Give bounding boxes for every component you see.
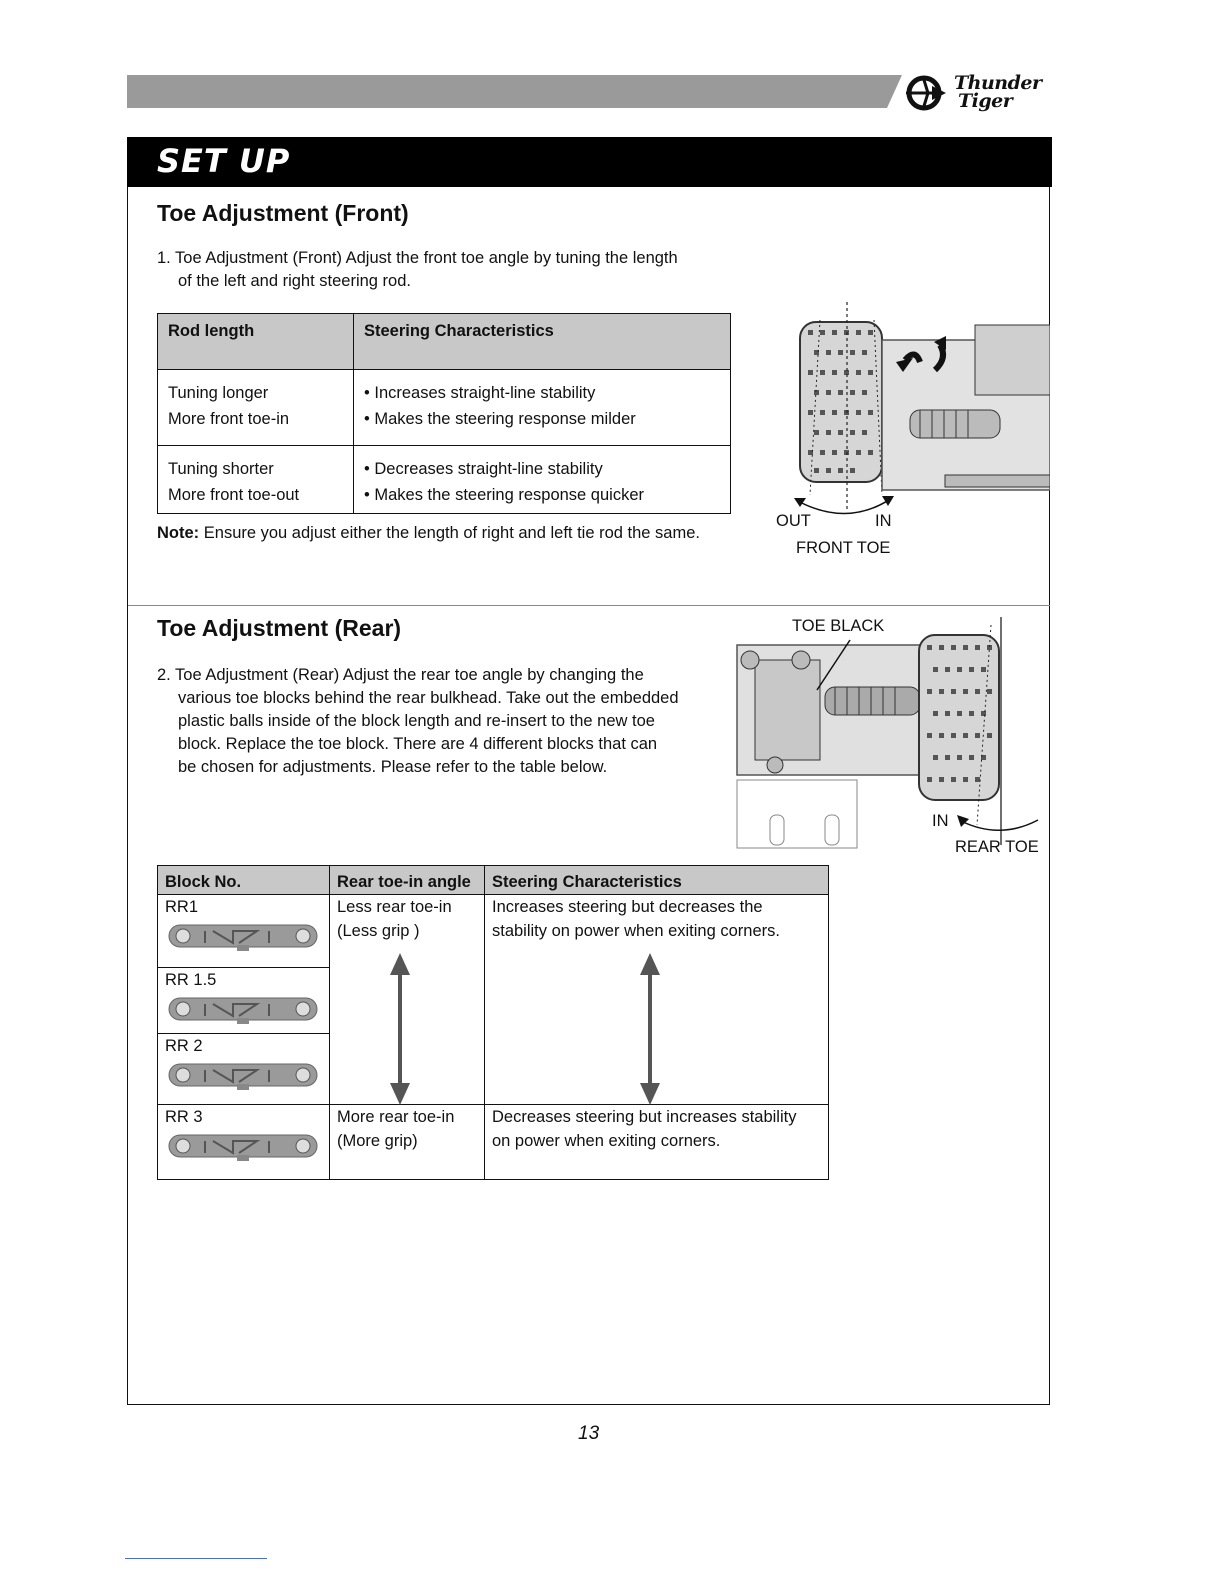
steering-double-arrow-icon [638, 953, 662, 1105]
thunder-tiger-logo [902, 72, 1052, 112]
cell-text: Tuning shorter [168, 460, 274, 478]
angle-cell-bottom [330, 1105, 485, 1180]
rear-step-line4: block. Replace the toe block. There are 4 different blocks that can [178, 735, 658, 753]
block-label: RR 3 [165, 1108, 203, 1126]
block-label: RR1 [165, 898, 199, 916]
bottom-angle-line1: More rear toe-in [337, 1108, 455, 1126]
table-row [158, 446, 731, 514]
front-toe-illustration [770, 300, 1050, 515]
cell-text: Tuning longer [168, 384, 269, 402]
rear-heading: Toe Adjustment (Rear) [157, 615, 402, 641]
toe-block-rr1-5-icon [165, 992, 321, 1024]
table-row [158, 1105, 829, 1180]
front-step-line2: of the left and right steering rod. [178, 272, 411, 290]
cell-text: More front toe-out [168, 486, 300, 504]
block-cell-rr1-5 [158, 968, 330, 1034]
note-text: Ensure you adjust either the length of right and left tie rod the same. [199, 524, 700, 542]
section-divider [128, 605, 1050, 606]
cell-text: • Decreases straight-line stability [364, 460, 603, 478]
rear-fig-caption: REAR TOE [955, 838, 1039, 856]
top-angle-line1: Less rear toe-in [337, 898, 452, 916]
table-header-steering: Steering Characteristics [485, 866, 829, 895]
front-fig-out-label: OUT [776, 512, 811, 530]
block-label: RR 1.5 [165, 971, 217, 989]
logo-text-tiger: Tiger [958, 90, 1013, 112]
section-header [127, 137, 1052, 187]
front-heading: Toe Adjustment (Front) [157, 200, 409, 226]
block-label: RR 2 [165, 1037, 203, 1055]
table-header-block-no: Block No. [158, 866, 330, 895]
footer-line [125, 1558, 267, 1559]
table-cell [354, 446, 731, 514]
steering-cell [485, 895, 829, 1105]
logo-text-thunder: Thunder [954, 72, 1042, 94]
top-char-line2: stability on power when exiting corners. [492, 922, 780, 940]
rear-fig-in-label: IN [932, 812, 949, 830]
top-banner-bar [127, 75, 902, 108]
table-cell [354, 370, 731, 446]
rear-step-line5: be chosen for adjustments. Please refer to the table below. [178, 758, 608, 776]
front-step-line1: 1. Toe Adjustment (Front) Adjust the front toe angle by tuning the length [157, 249, 678, 267]
table-header-row [158, 866, 829, 895]
top-char-line1: Increases steering but decreases the [492, 898, 763, 916]
rear-step-text [157, 664, 679, 779]
block-cell-rr1 [158, 895, 330, 968]
table-header-rod-length: Rod length [158, 314, 354, 370]
logo-emblem-icon [902, 72, 952, 112]
bottom-angle-line2: (More grip) [337, 1132, 418, 1150]
bottom-char-line1: Decreases steering but increases stability [492, 1108, 797, 1126]
page-title: SET UP [157, 142, 291, 180]
table-row [158, 370, 731, 446]
table-row [158, 895, 829, 968]
top-angle-line2: (Less grip ) [337, 922, 420, 940]
front-toe-table [157, 313, 731, 514]
rear-step-line2: various toe blocks behind the rear bulkhead. Take out the embedded [178, 689, 679, 707]
cell-text: • Makes the steering response quicker [364, 486, 645, 504]
table-header-steering: Steering Characteristics [354, 314, 731, 370]
table-cell [158, 370, 354, 446]
rear-toe-table [157, 865, 829, 1180]
front-fig-in-label: IN [875, 512, 892, 530]
front-fig-caption: FRONT TOE [796, 539, 891, 557]
front-note [157, 524, 700, 543]
toe-block-rr3-icon [165, 1129, 321, 1161]
note-label: Note: [157, 524, 200, 542]
table-header-row [158, 314, 731, 370]
steering-cell-bottom [485, 1105, 829, 1180]
block-cell-rr3 [158, 1105, 330, 1180]
toe-block-rr1-icon [165, 919, 321, 951]
rear-toe-illustration [735, 615, 1050, 850]
table-cell [158, 446, 354, 514]
page-number: 13 [578, 1423, 600, 1444]
rear-fig-label: TOE BLACK [792, 617, 885, 635]
cell-text: • Makes the steering response milder [364, 410, 636, 428]
cell-text: More front toe-in [168, 410, 290, 428]
angle-cell [330, 895, 485, 1105]
bottom-char-line2: on power when exiting corners. [492, 1132, 721, 1150]
block-cell-rr2 [158, 1034, 330, 1105]
front-step-text [157, 247, 678, 293]
rear-step-line1: 2. Toe Adjustment (Rear) Adjust the rear toe angle by changing the [157, 666, 644, 684]
angle-double-arrow-icon [388, 953, 412, 1105]
rear-step-line3: plastic balls inside of the block length and re-insert to the new toe [178, 712, 655, 730]
cell-text: • Increases straight-line stability [364, 384, 596, 402]
table-header-rear-toe-in: Rear toe-in angle [330, 866, 485, 895]
toe-block-rr2-icon [165, 1058, 321, 1090]
